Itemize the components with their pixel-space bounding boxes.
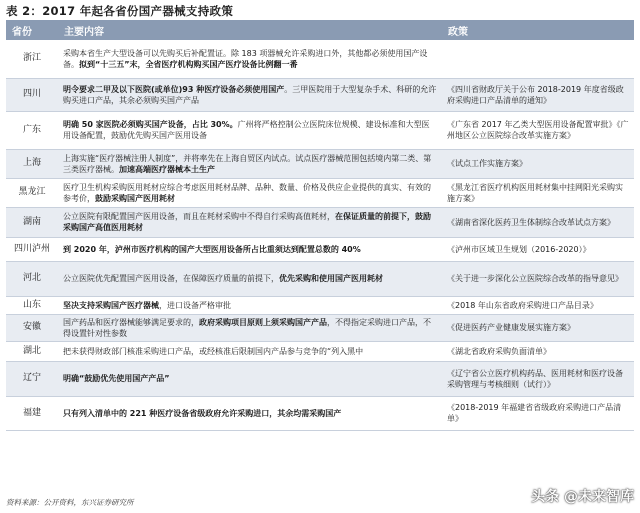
body-text: ，不得指定采购进口产品，不得设置针对性参数 bbox=[63, 317, 431, 338]
table-row bbox=[6, 396, 634, 430]
table-row bbox=[6, 296, 634, 314]
body-text: 国产药品和医疗器械能够满足要求的， bbox=[63, 317, 199, 327]
cell-policy: 《促进医药产业健康发展实施方案》 bbox=[442, 314, 634, 341]
cell-province: 河北 bbox=[6, 261, 58, 296]
cell-main-content bbox=[58, 314, 442, 341]
cell-province: 福建 bbox=[6, 396, 58, 430]
table-row bbox=[6, 314, 634, 341]
highlight-text: 政府采购项目原则上须采购国产产品 bbox=[199, 317, 327, 327]
table-row bbox=[6, 149, 634, 178]
highlight-text: 拟到“十三五”末，全省医疗机构购买国产医疗设备比例翻一番 bbox=[79, 59, 298, 69]
cell-province: 湖南 bbox=[6, 207, 58, 237]
header-main: 主要内容 bbox=[58, 20, 442, 40]
cell-main-content bbox=[58, 261, 442, 296]
table-row bbox=[6, 207, 634, 237]
cell-main-content bbox=[58, 237, 442, 261]
policy-table bbox=[6, 20, 634, 431]
table-row bbox=[6, 361, 634, 396]
highlight-text: 加速高端医疗器械本土生产 bbox=[119, 164, 215, 174]
highlight-text: 鼓励采购国产医用耗材 bbox=[95, 193, 175, 203]
table-row bbox=[6, 237, 634, 261]
table-body bbox=[6, 40, 634, 430]
cell-main-content bbox=[58, 341, 442, 361]
cell-province: 浙江 bbox=[6, 40, 58, 78]
cell-province: 湖北 bbox=[6, 341, 58, 361]
cell-policy: 《广东省 2017 年乙类大型医用设备配置审批》《广州地区公立医院综合改革实施方案》 bbox=[442, 111, 634, 149]
cell-policy: 《关于进一步深化公立医院综合改革的指导意见》 bbox=[442, 261, 634, 296]
highlight-text: 在保证质量的前提下，鼓励采购国产高值医用耗材 bbox=[63, 212, 431, 232]
body-text: 公立医院优先配置国产医用设备，在保障医疗质量的前提下， bbox=[63, 274, 279, 283]
cell-policy: 《四川省财政厅关于公布 2018-2019 年度省级政府采购进口产品清单的通知》 bbox=[442, 78, 634, 111]
table-row bbox=[6, 341, 634, 361]
body-text: ，进口设备严格审批 bbox=[159, 300, 231, 310]
cell-province: 黑龙江 bbox=[6, 178, 58, 207]
cell-main-content bbox=[58, 396, 442, 430]
highlight-text: 只有列入清单中的 221 种医疗设备省级政府允许采购进口，其余均需采购国产 bbox=[63, 408, 342, 418]
cell-policy: 《湖南省深化医药卫生体制综合改革试点方案》 bbox=[442, 207, 634, 237]
cell-main-content bbox=[58, 178, 442, 207]
body-text: 。三甲医院用于大型复杂手术、科研的允许购买进口产品，其余必须购买国产产品 bbox=[63, 84, 437, 105]
body-text: 上海实施“医疗器械注册人制度”，并将率先在上海自贸区内试点。试点医疗器械范围包括境内第二类、第三类医疗器械。 bbox=[63, 153, 432, 174]
cell-province: 四川泸州 bbox=[6, 237, 58, 261]
header-province: 省份 bbox=[6, 20, 58, 40]
cell-policy: 《湖北省政府采购负面清单》 bbox=[442, 341, 634, 361]
table-row bbox=[6, 78, 634, 111]
cell-policy: 《试点工作实施方案》 bbox=[442, 149, 634, 178]
cell-main-content bbox=[58, 40, 442, 78]
highlight-text: 明确 50 家医院必须购买国产设备，占比 30%。 bbox=[63, 120, 238, 129]
table-row bbox=[6, 111, 634, 149]
table-header-row bbox=[6, 20, 634, 40]
cell-province: 安徽 bbox=[6, 314, 58, 341]
cell-province: 广东 bbox=[6, 111, 58, 149]
cell-policy: 《泸州市区域卫生规划（2016-2020）》 bbox=[442, 237, 634, 261]
cell-policy: 《黑龙江省医疗机构医用耗材集中挂网阳光采购实施方案》 bbox=[442, 178, 634, 207]
cell-province: 四川 bbox=[6, 78, 58, 111]
cell-policy: 《辽宁省公立医疗机构药品、医用耗材和医疗设备采购管理与考核细则（试行）》 bbox=[442, 361, 634, 396]
body-text: 采购本省生产大型设备可以先购买后补配置证。除 183 项器械允许采购进口外，其他都必须使用国产设备。 bbox=[63, 48, 428, 69]
body-text: 医疗卫生机构采购医用耗材应综合考虑医用耗材品牌、品种、数量、价格及供应企业提供的真实、有效的参考价， bbox=[63, 182, 431, 203]
cell-policy: 《2018 年山东省政府采购进口产品目录》 bbox=[442, 296, 634, 314]
cell-main-content bbox=[58, 111, 442, 149]
cell-province: 辽宁 bbox=[6, 361, 58, 396]
cell-policy: 《2018-2019 年福建省省级政府采购进口产品清单》 bbox=[442, 396, 634, 430]
cell-main-content bbox=[58, 207, 442, 237]
table-row bbox=[6, 40, 634, 78]
highlight-text: 坚决支持采购国产医疗器械 bbox=[63, 300, 159, 310]
cell-province: 上海 bbox=[6, 149, 58, 178]
cell-main-content bbox=[58, 361, 442, 396]
cell-main-content bbox=[58, 149, 442, 178]
table-row bbox=[6, 261, 634, 296]
source-note: 资料来源：公开资料，东兴证券研究所 bbox=[6, 498, 134, 507]
watermark: 头条 @未来智库 bbox=[531, 489, 634, 505]
cell-main-content bbox=[58, 78, 442, 111]
body-text: 广州将严格控制公立医院床位规模、建设标准和大型医用设备配置，鼓励优先购买国产医用设备 bbox=[63, 120, 430, 140]
highlight-text: 明令要求二甲及以下医院(或单位)93 种医疗设备必须使用国产 bbox=[63, 84, 285, 94]
cell-policy bbox=[442, 40, 634, 78]
cell-province: 山东 bbox=[6, 296, 58, 314]
body-text: 公立医院有限配置国产医用设备，而且在耗材采购中不得自行采购高值耗材， bbox=[63, 212, 335, 221]
table-title: 表 2：2017 年起各省份国产器械支持政策 bbox=[6, 4, 234, 18]
header-policy: 政策 bbox=[442, 20, 634, 40]
cell-main-content bbox=[58, 296, 442, 314]
table-row bbox=[6, 178, 634, 207]
highlight-text: 到 2020 年，泸州市医疗机构的国产大型医用设备所占比重须达到配置总数的 40% bbox=[63, 244, 361, 254]
highlight-text: 明确“鼓励优先使用国产产品” bbox=[63, 374, 170, 383]
body-text: 把未获得财政部门核准采购进口产品，或经核准后限制国内产品参与竞争的“列入黑中 bbox=[63, 346, 364, 356]
highlight-text: 优先采购和使用国产医用耗材 bbox=[279, 274, 383, 283]
